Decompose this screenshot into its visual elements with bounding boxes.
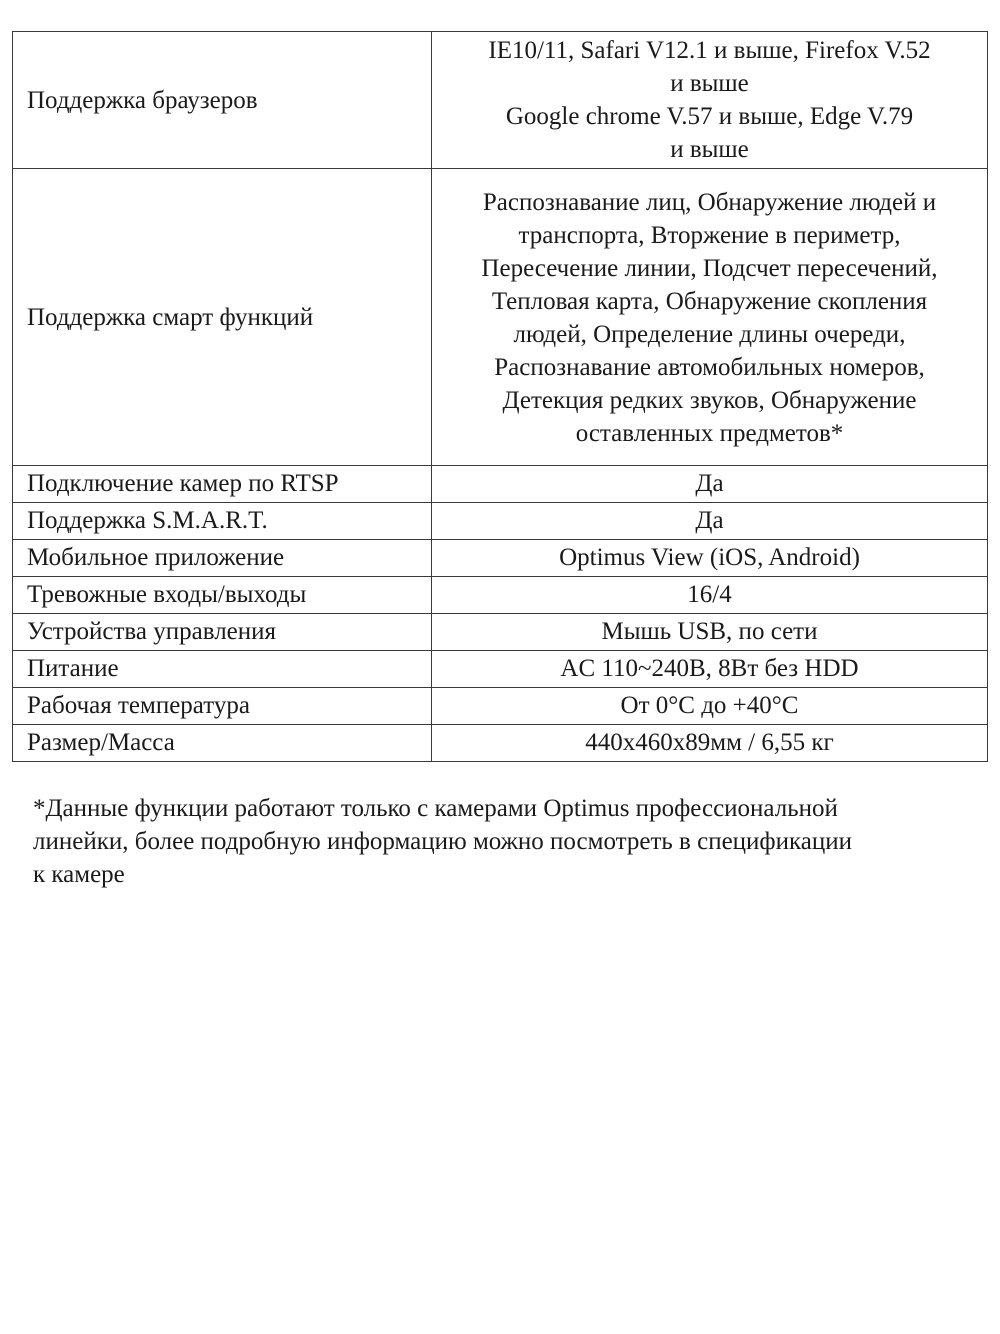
value-line: транспорта, Вторжение в периметр,: [518, 222, 901, 249]
param-value: AC 110~240В, 8Вт без HDD: [432, 651, 988, 688]
value-line: Распознавание автомобильных номеров,: [494, 354, 925, 381]
value-line: IE10/11, Safari V12.1 и выше, Firefox V.52: [488, 37, 931, 64]
table-row-smart-functions: [13, 169, 988, 466]
footnote-line: к камере: [33, 861, 125, 888]
table-row-rtsp: [13, 466, 988, 503]
param-value: [432, 169, 988, 466]
param-label: Мобильное приложение: [13, 540, 432, 577]
param-value: Optimus View (iOS, Android): [432, 540, 988, 577]
specifications-table: [12, 31, 988, 762]
param-value: [432, 32, 988, 169]
value-line: Детекция редких звуков, Обнаружение: [502, 387, 917, 414]
table-row-control-devices: [13, 614, 988, 651]
table-row-alarm-io: [13, 577, 988, 614]
param-label: Размер/Масса: [13, 725, 432, 762]
param-label: Поддержка браузеров: [13, 32, 432, 169]
value-line: Пересечение линии, Подсчет пересечений,: [481, 255, 938, 282]
value-line: и выше: [670, 70, 749, 97]
value-line: людей, Определение длины очереди,: [513, 321, 906, 348]
param-label: Питание: [13, 651, 432, 688]
table-row-browser-support: [13, 32, 988, 169]
param-label: Рабочая температура: [13, 688, 432, 725]
value-line: Распознавание лиц, Обнаружение людей и: [482, 189, 937, 216]
table-row-mobile-app: [13, 540, 988, 577]
footnote: [33, 792, 983, 891]
table-row-power: [13, 651, 988, 688]
footnote-line: линейки, более подробную информацию можно посмотреть в спецификации: [33, 828, 853, 855]
param-label: Тревожные входы/выходы: [13, 577, 432, 614]
param-value: 440x460x89мм / 6,55 кг: [432, 725, 988, 762]
param-label: Поддержка S.M.A.R.T.: [13, 503, 432, 540]
param-value: Мышь USB, по сети: [432, 614, 988, 651]
table-row-smart-support: [13, 503, 988, 540]
param-value: Да: [432, 466, 988, 503]
param-label: Устройства управления: [13, 614, 432, 651]
param-value: Да: [432, 503, 988, 540]
value-line: Тепловая карта, Обнаружение скопления: [491, 288, 928, 315]
table-row-size-weight: [13, 725, 988, 762]
value-line: Google chrome V.57 и выше, Edge V.79: [505, 103, 914, 130]
param-label: Поддержка смарт функций: [13, 169, 432, 466]
footnote-line: *Данные функции работают только с камерами Optimus профессиональной: [33, 795, 838, 822]
param-label: Подключение камер по RTSP: [13, 466, 432, 503]
value-line: и выше: [670, 136, 749, 163]
param-value: 16/4: [432, 577, 988, 614]
value-line: оставленных предметов*: [575, 420, 844, 447]
param-value: От 0°С до +40°С: [432, 688, 988, 725]
table-row-temperature: [13, 688, 988, 725]
